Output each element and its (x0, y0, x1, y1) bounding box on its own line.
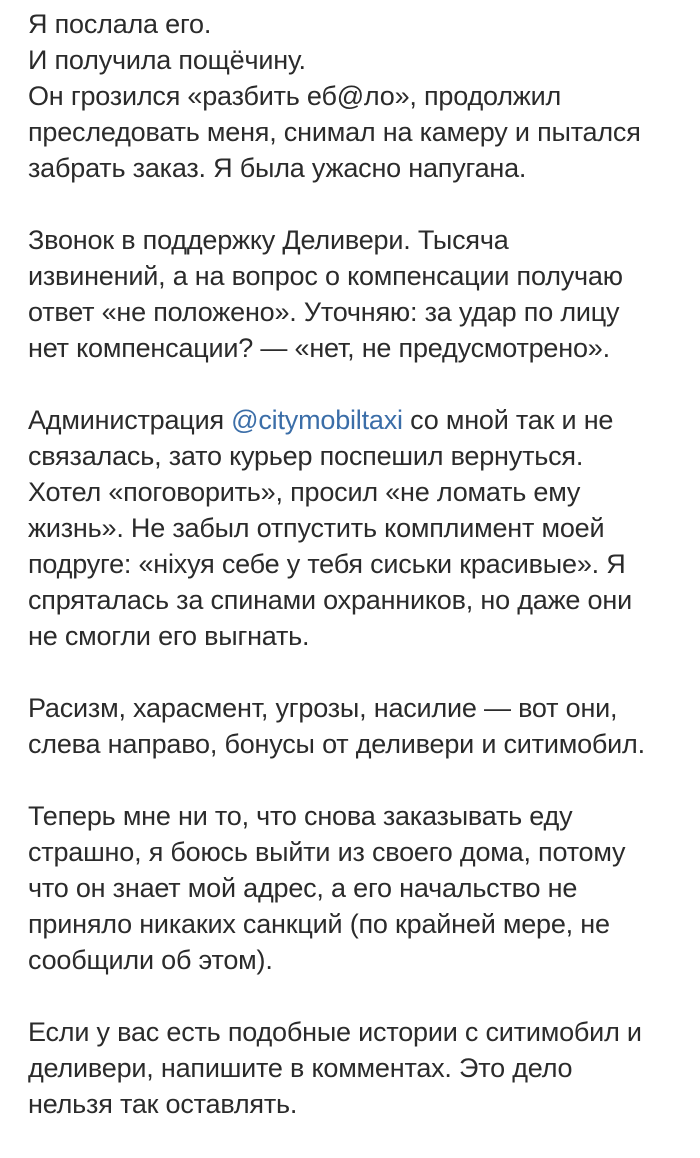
text-line: сообщили об этом). (28, 945, 273, 975)
text-line: Хотел «поговорить», просил «не ломать ему (28, 477, 581, 507)
text-line: Он грозился «разбить еб@ло», продолжил (28, 81, 562, 111)
paragraph-6 (28, 1014, 698, 1122)
paragraph-1 (28, 6, 698, 186)
text-line: деливери, напишите в комментах. Это дело (28, 1053, 573, 1083)
text-line: Теперь мне ни то, что снова заказывать еду (28, 801, 573, 831)
text-fragment: со мной так и не (402, 405, 614, 435)
text-line: нельзя так оставлять. (28, 1089, 298, 1119)
text-line: спряталась за спинами охранников, но даже они (28, 585, 632, 615)
text-line: Расизм, харасмент, угрозы, насилие — вот они, (28, 693, 618, 723)
text-line: связалась, зато курьер поспешил вернуться. (28, 441, 584, 471)
text-line: страшно, я боюсь выйти из своего дома, потому (28, 837, 626, 867)
text-line: что он знает мой адрес, а его начальство не (28, 873, 578, 903)
text-line: не смогли его выгнать. (28, 621, 310, 651)
text-line: Звонок в поддержку Деливери. Тысяча (28, 225, 509, 255)
text-fragment: Администрация (28, 405, 232, 435)
text-line: Если у вас есть подобные истории с ситимобил и (28, 1017, 642, 1047)
text-line: ответ «не положено». Уточняю: за удар по лицу (28, 297, 620, 327)
paragraph-3 (28, 402, 698, 654)
post-text (28, 6, 698, 1158)
mention-link[interactable]: @citymobiltaxi (231, 405, 403, 435)
text-line: извинений, а на вопрос о компенсации получаю (28, 261, 623, 291)
text-line: забрать заказ. Я была ужасно напугана. (28, 153, 527, 183)
text-line: приняло никаких санкций (по крайней мере, не (28, 909, 610, 939)
paragraph-5 (28, 798, 698, 978)
text-line: Я послала его. (28, 9, 212, 39)
text-line-with-mention (28, 402, 698, 438)
text-line: слева направо, бонусы от деливери и ситимобил. (28, 729, 645, 759)
paragraph-4 (28, 690, 698, 762)
text-line: подруге: «ніхуя себе у тебя сиськи красивые». Я (28, 549, 626, 579)
text-line: И получила пощёчину. (28, 45, 306, 75)
text-line: преследовать меня, снимал на камеру и пытался (28, 117, 641, 147)
paragraph-2 (28, 222, 698, 366)
text-line: жизнь». Не забыл отпустить комплимент моей (28, 513, 605, 543)
text-line: нет компенсации? — «нет, не предусмотрено». (28, 333, 610, 363)
